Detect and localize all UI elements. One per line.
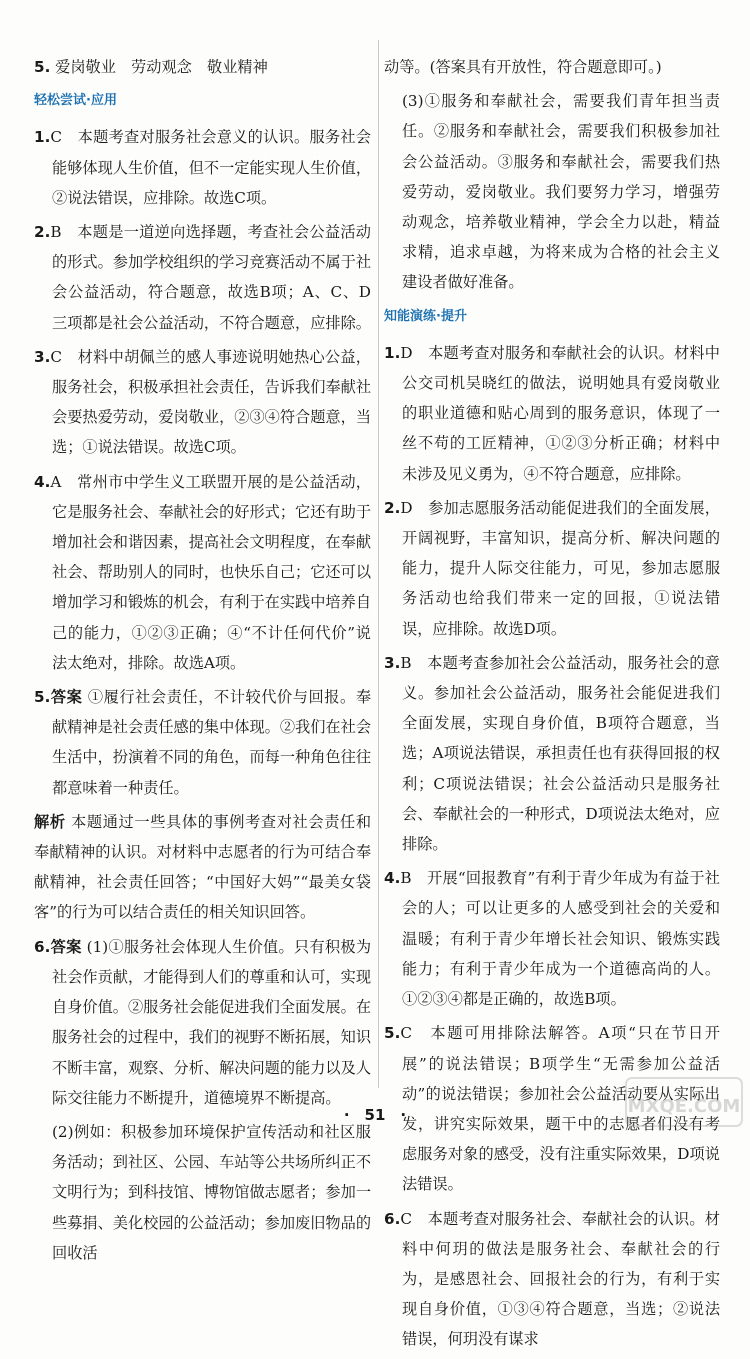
q6-part3: (3)①服务和奉献社会，需要我们青年担当责任。②服务和奉献社会，需要我们积极参加社会公益活动。③服务和奉献社会，需要我们热爱劳动，爱岗敬业。我们要努力学习，增强劳动观念，培养敬业精神，学会全力以赴，精益求精，追求卓越，为将来成为合格的社会主义建设者做好准备。 <box>402 92 720 292</box>
left-column <box>34 52 371 1272</box>
svg-text:MXQE.COM: MXQE.COM <box>627 1096 741 1117</box>
answer-item: 4.A 常州市中学生义工联盟开展的是公益活动，它是服务社会、奉献社会的好形式；它还有助于增加社会和谐因素，提高社会文明程度，在奉献社会、帮助别人的同时，也快乐自己；它还可以增加学习和锻炼的机会，有利于在实践中培养自己的能力，①②③正确；④“不计任何代价”说法太绝对，排除。故选A项。 <box>34 472 371 672</box>
column-divider <box>378 40 379 1088</box>
answer-item: 3.B 本题考查参加社会公益活动，服务社会的意义。参加社会公益活动，服务社会能促进我们全面发展，实现自身价值，B项符合题意，当选；A项说法错误，承担责任也有获得回报的权利；C项说法错误；社会公益活动只是服务社会、奉献社会的一种形式，D项说法太绝对，应排除。 <box>384 653 720 854</box>
page-number: · 51 · <box>343 1106 407 1124</box>
right-column <box>384 52 720 1359</box>
answer-item: 2.D 参加志愿服务活动能促进我们的全面发展，开阔视野，丰富知识，提高分析、解决问题的能力，提升人际交往能力，可见，参加志愿服务活动也给我们带来一定的回报，①说法错误，应排除。故选D项。 <box>384 498 720 638</box>
q5-analysis: 解析 本题通过一些具体的事例考查对社会责任和奉献精神的认识。对材料中志愿者的行为可结合奉献精神，社会责任回答；“中国好大妈”“最美女袋客”的行为可以结合责任的相关知识回答。 <box>34 812 372 922</box>
answer-item: 4.B 开展“回报教育”有利于青少年成为有益于社会的人；可以让更多的人感受到社会的关爱和温暖；有利于青少年增长社会知识、锻炼实践能力；有利于青少年成为一个道德高尚的人。①②③④都是正确的，故选B项。 <box>384 869 720 1009</box>
q6-part2: (2)例如：积极参加环境保护宣传活动和社区服务活动；到社区、公园、车站等公共场所纠正不文明行为；到科技馆、博物馆做志愿者；参加一些募捐、美化校园的公益活动；参加废旧物品的回收活 <box>52 1122 371 1262</box>
answer-item: 1.D 本题考查对服务和奉献社会的认识。材料中公交司机吴晓红的做法，说明她具有爱岗敬业的职业道德和贴心周到的服务意识，体现了一丝不苟的工匠精神，①②③分析正确；材料中未涉及见义勇为，④不符合题意，应排除。 <box>384 343 720 483</box>
answer-item: 2.B 本题是一道逆向选择题，考查社会公益活动的形式。参加学校组织的学习竞赛活动不属于社会公益活动，符合题意，故选B项；A、C、D三项都是社会公益活动，不符合题意，应排除。 <box>34 223 371 332</box>
section-heading-practice: 知能演练·提升 <box>384 308 467 324</box>
continued-text: 动等。(答案具有开放性，符合题意即可。) <box>384 58 662 76</box>
q5-heading: 5. 爱岗敬业 劳动观念 敬业精神 <box>34 58 268 76</box>
q6-answer: 6.答案 (1)①服务社会体现人生价值。只有积极为社会作贡献，才能得到人们的尊重和认可，实现自身价值。②服务社会能促进我们全面发展。在服务社会的过程中，我们的视野不断拓展，知识不断丰富，观察、分析、解决问题的能力以及人际交往能力不断提升，道德境界不断提高。 <box>34 937 372 1107</box>
answer-item: 3.C 材料中胡佩兰的感人事迹说明她热心公益，服务社会，积极承担社会责任，告诉我们奉献社会要热爱劳动，爱岗敬业，②③④符合题意，当选；①说法错误。故选C项。 <box>34 347 371 457</box>
watermark-logo <box>624 1074 744 1130</box>
answer-item: 6.C 本题考查对服务社会、奉献社会的认识。材料中何玥的做法是服务社会、奉献社会的行为，是感恩社会、回报社会的行为，有利于实现自身价值，①③④符合题意，当选；②说法错误，何玥没有谋求 <box>384 1209 720 1349</box>
answer-item: 1.C 本题考查对服务社会意义的认识。服务社会能够体现人生价值，但不一定能实现人生价值，②说法错误，应排除。故选C项。 <box>34 128 371 207</box>
q5-answer: 5.答案 ①履行社会责任，不计较代价与回报。奉献精神是社会责任感的集中体现。②我们在社会生活中，扮演着不同的角色，而每一种角色往往都意味着一种责任。 <box>34 688 372 797</box>
section-heading-try: 轻松尝试·应用 <box>34 93 117 109</box>
answer-item: 5.C 本题可用排除法解答。A项“只在节日开展”的说法错误；B项学生“无需参加公益活动”的说法错误；参加社会公益活动要从实际出发，讲究实际效果，题干中的志愿者们没有考虑服务对象的感受，没有注重实际效果，D项说法错误。 <box>384 1024 720 1194</box>
